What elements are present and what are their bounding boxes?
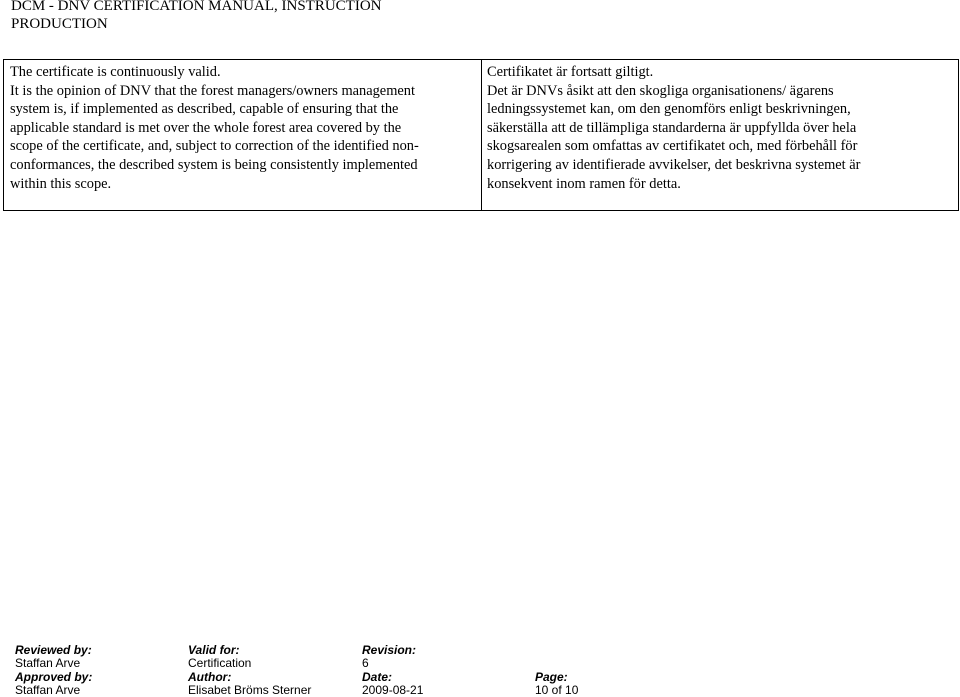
swedish-line: skogsarealen som omfattas av certifikatet och, med förbehåll för (487, 138, 858, 155)
reviewed-by-value: Staffan Arve (15, 656, 81, 670)
header-title-line-2: PRODUCTION (11, 16, 108, 32)
bilingual-table (3, 59, 959, 211)
document-footer (0, 640, 960, 695)
column-divider (481, 60, 482, 210)
english-line: scope of the certificate, and, subject to correction of the identified non- (10, 138, 419, 155)
english-line: The certificate is continuously valid. (10, 64, 221, 80)
author-value: Elisabet Bröms Sterner (188, 683, 312, 697)
author-label: Author: (188, 670, 232, 684)
swedish-line: ledningssystemet kan, om den genomförs enligt beskrivningen, (487, 101, 851, 118)
swedish-line: säkerställa att de tillämpliga standarderna är uppfyllda över hela (487, 119, 857, 136)
swedish-line: konsekvent inom ramen för detta. (487, 175, 681, 192)
english-line: It is the opinion of DNV that the forest managers/owners management (10, 82, 415, 99)
date-label: Date: (362, 670, 393, 684)
date-value: 2009-08-21 (362, 683, 424, 697)
swedish-line: Det är DNVs åsikt att den skogliga organisationens/ ägarens (487, 82, 834, 99)
english-line: within this scope. (10, 175, 112, 192)
reviewed-by-label: Reviewed by: (15, 643, 92, 657)
revision-label: Revision: (362, 643, 417, 657)
english-line: conformances, the described system is being consistently implemented (10, 156, 418, 173)
english-line: system is, if implemented as described, capable of ensuring that the (10, 101, 399, 118)
swedish-text-cell (487, 63, 953, 193)
swedish-line: Certifikatet är fortsatt giltigt. (487, 64, 654, 80)
document-header (11, 0, 531, 33)
header-title-line-1: DCM - DNV CERTIFICATION MANUAL, INSTRUCTION (11, 0, 382, 14)
revision-value: 6 (362, 656, 369, 670)
english-text-cell (10, 63, 476, 193)
approved-by-label: Approved by: (15, 670, 93, 684)
approved-by-value: Staffan Arve (15, 683, 81, 697)
english-line: applicable standard is met over the whole forest area covered by the (10, 119, 402, 136)
valid-for-value: Certification (188, 656, 252, 670)
page-value: 10 of 10 (535, 683, 579, 697)
valid-for-label: Valid for: (188, 643, 240, 657)
page-label: Page: (535, 670, 568, 684)
swedish-line: korrigering av identifierade avvikelser, det beskrivna systemet är (487, 156, 861, 173)
